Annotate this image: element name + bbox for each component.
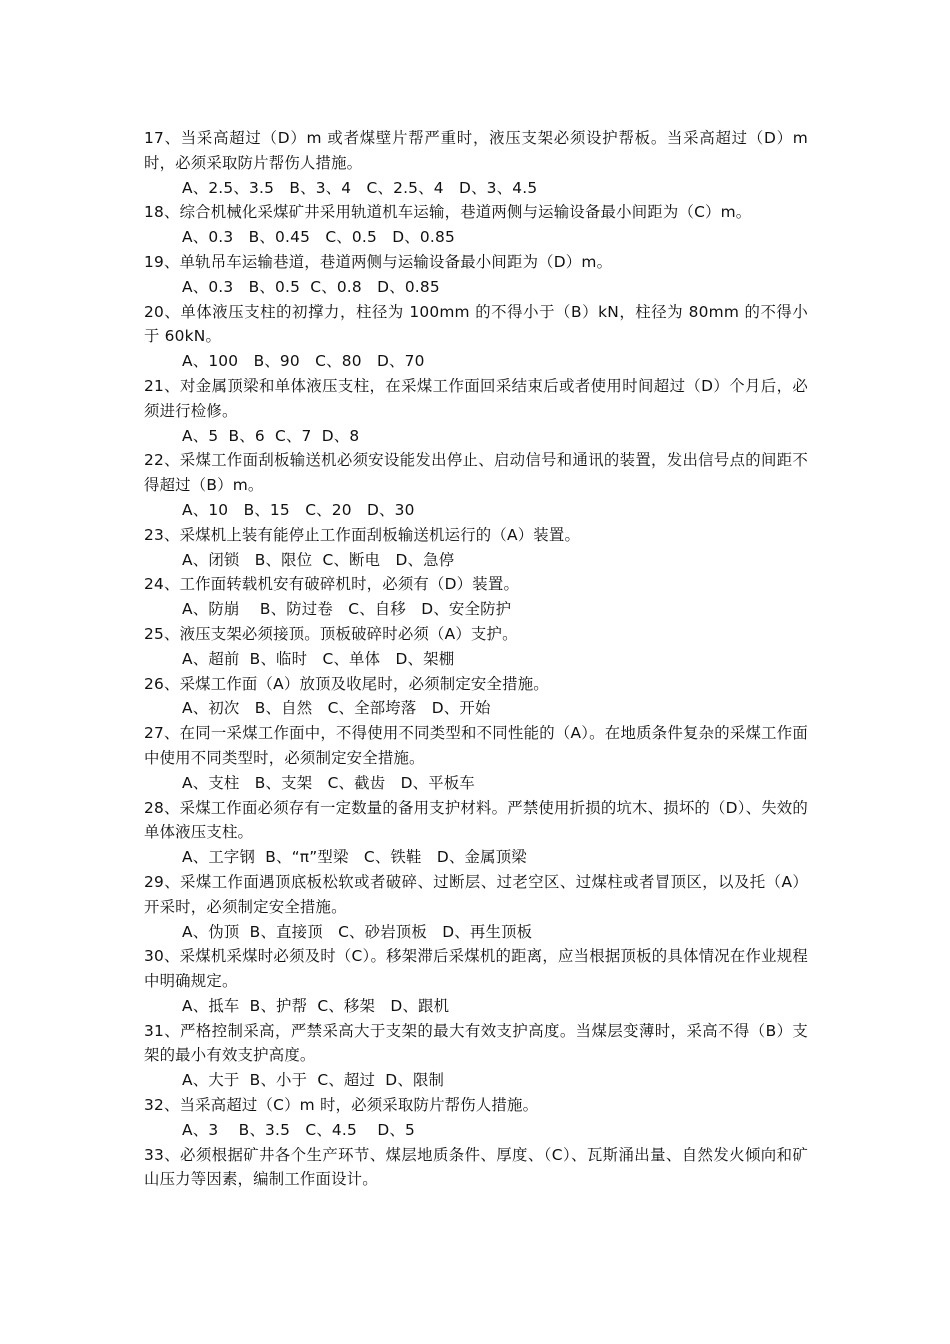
- question-28-options: A、工字钢 B、“π”型梁 C、铁鞋 D、金属顶梁: [182, 848, 527, 867]
- question-30-options: A、抵车 B、护帮 C、移架 D、跟机: [182, 996, 450, 1015]
- question-22-options: A、10 B、15 C、20 D、30: [182, 500, 415, 519]
- question-20-options: A、100 B、90 C、80 D、70: [182, 352, 425, 371]
- question-23-options: A、闭锁 B、限位 C、断电 D、急停: [182, 550, 455, 569]
- question-26-stem: 26、采煤工作面（A）放顶及收尾时，必须制定安全措施。: [144, 674, 549, 693]
- question-31-stem: 31、严格控制采高，严禁采高大于支架的最大有效支护高度。当煤层变薄时，采高不得（B）支架的最小有效支护高度。: [144, 1021, 808, 1065]
- question-24-stem: 24、工作面转载机安有破碎机时，必须有（D）装置。: [144, 575, 520, 594]
- question-31-options: A、大于 B、小于 C、超过 D、限制: [182, 1071, 445, 1090]
- question-17-stem: 17、当采高超过（D）m 或者煤壁片帮严重时，液压支架必须设护帮板。当采高超过（D）m 时，必须采取防片帮伤人措施。: [144, 129, 808, 172]
- question-29-stem: 29、采煤工作面遇顶底板松软或者破碎、过断层、过老空区、过煤柱或者冒顶区，以及托（A）开采时，必须制定安全措施。: [144, 872, 808, 916]
- question-33-stem: 33、必须根据矿井各个生产环节、煤层地质条件、厚度、（C）、瓦斯涌出量、自然发火倾向和矿山压力等因素，编制工作面设计。: [144, 1145, 808, 1189]
- question-19-options: A、0.3 B、0.5 C、0.8 D、0.85: [182, 277, 440, 296]
- document-page: [144, 126, 808, 1192]
- question-20-stem: 20、单体液压支柱的初撑力，柱径为 100mm 的不得小于（B）kN，柱径为 80mm 的不得小于 60kN。: [144, 302, 808, 346]
- question-27-stem: 27、在同一采煤工作面中，不得使用不同类型和不同性能的（A）。在地质条件复杂的采煤工作面中使用不同类型时，必须制定安全措施。: [144, 724, 808, 767]
- question-30-stem: 30、采煤机采煤时必须及时（C）。移架滞后采煤机的距离，应当根据顶板的具体情况在作业规程中明确规定。: [144, 947, 808, 991]
- question-32-stem: 32、当采高超过（C）m 时，必须采取防片帮伤人措施。: [144, 1096, 539, 1115]
- question-23-stem: 23、采煤机上装有能停止工作面刮板输送机运行的（A）装置。: [144, 525, 581, 544]
- question-28-stem: 28、采煤工作面必须存有一定数量的备用支护材料。严禁使用折损的坑木、损坏的（D）、失效的单体液压支柱。: [144, 798, 808, 842]
- question-19-stem: 19、单轨吊车运输巷道，巷道两侧与运输设备最小间距为（D）m。: [144, 252, 613, 271]
- question-17-options: A、2.5、3.5 B、3、4 C、2.5、4 D、3、4.5: [182, 178, 538, 197]
- question-21-options: A、5 B、6 C、7 D、8: [182, 426, 360, 445]
- question-27-options: A、支柱 B、支架 C、截齿 D、平板车: [182, 773, 475, 792]
- question-25-stem: 25、液压支架必须接顶。顶板破碎时必须（A）支护。: [144, 624, 518, 643]
- question-25-options: A、超前 B、临时 C、单体 D、架棚: [182, 649, 455, 668]
- question-24-options: A、防崩 B、防过卷 C、自移 D、安全防护: [182, 600, 512, 619]
- question-26-options: A、初次 B、自然 C、全部垮落 D、开始: [182, 699, 491, 718]
- question-18-stem: 18、综合机械化采煤矿井采用轨道机车运输，巷道两侧与运输设备最小间距为（C）m。: [144, 203, 752, 222]
- question-32-options: A、3 B、3.5 C、4.5 D、5: [182, 1120, 415, 1139]
- question-18-options: A、0.3 B、0.45 C、0.5 D、0.85: [182, 228, 455, 247]
- question-21-stem: 21、对金属顶梁和单体液压支柱，在采煤工作面回采结束后或者使用时间超过（D）个月后，必须进行检修。: [144, 376, 808, 420]
- question-29-options: A、伪顶 B、直接顶 C、砂岩顶板 D、再生顶板: [182, 922, 533, 941]
- question-22-stem: 22、采煤工作面刮板输送机必须安设能发出停止、启动信号和通讯的装置，发出信号点的间距不得超过（B）m。: [144, 451, 808, 495]
